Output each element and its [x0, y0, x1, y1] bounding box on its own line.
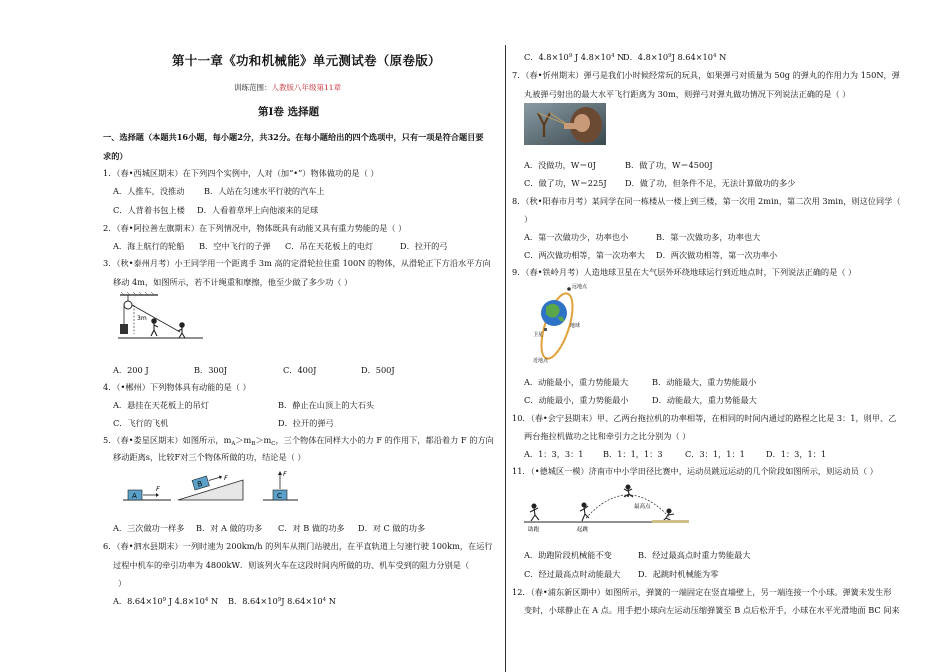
q7-option-a: A．没做功，W＝0J [524, 160, 596, 170]
q9-option-d: D．动能最大，重力势能最大 [652, 395, 757, 405]
svg-text:助跑: 助跑 [528, 527, 540, 533]
q5-stem-line2: 移动距离s，比较F对三个物体所做的功，结论是（ ） [113, 452, 306, 462]
q12-stem-line2: 变时，小球静止在 A 点。用手把小球向左运动压缩弹簧至 B 点后松开手，小球在水平光滑地面 BC 间来 [524, 605, 900, 615]
q6-option-d: D．$4.8\times 10^9J$ $8.64\times 10^4$ N [623, 52, 727, 62]
q5-option-d: D．对 C 做的功多 [358, 523, 426, 533]
q6-stem-line1: 6．（春•泗水县期末）一列时速为 200km/h 的列车从荆门站驶出，在平直轨道上匀速行驶 100km，在运行 [103, 541, 493, 551]
q7-slingshot-photo [524, 103, 606, 145]
section-heading-line1: 一、选择题（本题共16小题，每小题2分，共32分。在每小题给出的四个选项中，只有一项是符合题目要 [103, 132, 484, 142]
q7-option-b: B．做了功，W＝4500J [625, 160, 713, 170]
q4-option-b: B．静止在山顶上的大石头 [278, 400, 375, 410]
part-heading: 第Ⅰ卷 选择题 [258, 106, 320, 118]
q1-option-d: D．人看着草坪上向他滚来的足球 [197, 205, 319, 215]
q8-option-d: D．两次做功相等，第一次功率小 [656, 250, 778, 260]
q9-option-a: A．动能最小，重力势能最大 [524, 377, 629, 387]
q5-option-b: B．对 A 做的功多 [196, 523, 263, 533]
q11-option-b: B．经过最高点时重力势能最大 [638, 550, 751, 560]
svg-text:F: F [283, 470, 287, 478]
q4-stem: 4．（•郴州）下列物体具有动能的是（ ） [103, 382, 251, 392]
q1-option-a: A．人推车，没推动 [113, 186, 185, 196]
q12-stem-line1: 12．（春•浦东新区期中）如图所示，弹簧的一端固定在竖直墙壁上，另一端连接一个小球。弹簧未发生形 [512, 587, 892, 597]
svg-text:F: F [156, 485, 160, 493]
svg-text:最高点: 最高点 [634, 504, 651, 510]
q7-stem-line1: 7．（春•忻州期末）弹弓是我们小时候经常玩的玩具，如果弹弓对质量为 50g 的弹丸的作用力为 150N，弹 [512, 70, 900, 80]
q6-stem-line2: 过程中机车的牵引功率为 4800kW．则该列火车在这段时间内所做的功、机车受到的阻力分别是（ [113, 560, 470, 570]
q8-option-c: C．两次做功相等，第一次功率大 [524, 250, 645, 260]
q5-option-a: A．三次做功一样多 [113, 523, 185, 533]
q2-stem: 2．（春•阿拉善左旗期末）在下列情况中，物体既具有动能又具有重力势能的是（ ） [103, 223, 407, 233]
q10-stem-line2: 两台拖拉机做功之比和牵引力之比分别为（ ） [524, 431, 691, 441]
q8-option-a: A．第一次做功少，功率也小 [524, 232, 629, 242]
q3-stem-line1: 3．（秋•泰州月考）小王同学用一个距离手 3m 高的定滑轮拉住重 100N 的物体，从滑轮正下方沿水平方向 [103, 258, 491, 268]
section-heading-line2: 求的） [103, 151, 128, 161]
q5-stem-line1: 5．（春•娄星区期末）如图所示，$m_A>m_B>m_C$，三个物体在同样大小的力 F 的作用下，都沿着力 F 的方向 [103, 435, 494, 447]
q2-option-d: D．拉开的弓 [400, 241, 448, 251]
q9-option-c: C．动能最小，重力势能最小 [524, 395, 629, 405]
q6-option-a: A．$8.64\times 10^9$ J $4.8\times 10^4$ N [113, 596, 219, 606]
svg-text:起跳: 起跳 [577, 527, 589, 533]
q4-option-a: A．悬挂在天花板上的吊灯 [113, 400, 209, 410]
q7-option-c: C．做了功，W＝225J [524, 178, 607, 188]
q11-longjump-figure [524, 482, 689, 534]
q3-option-c: C．400J [283, 365, 317, 375]
q4-option-c: C．飞行的飞机 [113, 418, 169, 428]
q5-force-figure [123, 466, 298, 506]
page-title: 第十一章《功和机械能》单元测试卷（原卷版） [172, 53, 441, 68]
svg-text:B: B [196, 479, 204, 489]
q10-option-d: D．1：3，1：1 [766, 449, 827, 459]
q6-option-c: C．$4.8\times 10^9$ J $4.8\times 10^4$ N [524, 52, 625, 62]
q8-option-b: B．第一次做功多，功率也大 [656, 232, 761, 242]
svg-text:F: F [224, 474, 228, 482]
column-divider [505, 45, 506, 672]
q11-option-c: C．经过最高点时动能最大 [524, 569, 621, 579]
svg-text:A: A [132, 492, 137, 500]
training-range: 训练范围：人教版八年级第11章 [234, 83, 342, 92]
q2-option-b: B．空中飞行的子弹 [199, 241, 271, 251]
q3-stem-line2: 移动 4m，如图所示，若不计绳重和摩擦，他至少做了多少功（ ） [113, 277, 353, 287]
q5-option-c: C．对 B 做的功多 [278, 523, 345, 533]
q10-option-b: B．1：1，1：3 [603, 449, 663, 459]
q10-stem-line1: 10．（春•会宁县期末）甲、乙两台拖拉机的功率相等，在相同的时间内通过的路程之比是 3：1，则甲、乙 [512, 413, 897, 423]
q10-option-a: A．1：3，3：1 [524, 449, 584, 459]
q9-orbit-figure [532, 281, 594, 365]
q9-stem: 9．（春•铁岭月考）人造地球卫星在大气层外环绕地球运行到近地点时，下列说法正确的是（ ） [512, 267, 857, 277]
q11-option-d: D．起跳时机械能为零 [638, 569, 719, 579]
q4-option-d: D．拉开的弹弓 [278, 418, 334, 428]
q3-option-d: D．500J [361, 365, 395, 375]
svg-text:地球: 地球 [570, 323, 581, 329]
q11-option-a: A．助跑阶段机械能不变 [524, 550, 612, 560]
q3-pulley-figure [118, 292, 213, 347]
q9-option-b: B．动能最大，重力势能最小 [652, 377, 757, 387]
q1-stem: 1．（春•西城区期末）在下列四个实例中，人对（加“•”）物体做功的是（ ） [103, 168, 379, 178]
q10-option-c: C．3：1，1：1 [685, 449, 745, 459]
q2-option-c: C．吊在天花板上的电灯 [285, 241, 374, 251]
q7-stem-line2: 丸被弹弓射出的最大水平飞行距离为 30m，则弹弓对弹丸做功情况下列说法正确的是（ ） [524, 89, 851, 99]
q6-option-b: B．$8.64\times 10^9J$ $8.64\times 10^4$ N [228, 596, 336, 606]
svg-text:远地点: 远地点 [572, 284, 588, 290]
q3-option-b: B．300J [194, 365, 228, 375]
q1-option-c: C．人背着书包上楼 [113, 205, 185, 215]
q2-option-a: A．海上航行的轮船 [113, 241, 185, 251]
q1-option-b: B．人站在匀速水平行驶的汽车上 [204, 186, 325, 196]
svg-text:近地点: 近地点 [533, 358, 549, 364]
svg-text:C: C [277, 492, 282, 500]
q6-stem-line3: ） [118, 578, 127, 588]
q8-stem-line1: 8．（秋•阳春市月考）某同学在同一栋楼从一楼上到三楼，第一次用 2min，第二次用 3min，则这位同学（ [512, 196, 901, 206]
q7-option-d: D．做了功，但条件不足，无法计算做功的多少 [625, 178, 796, 188]
q8-stem-line2: ） [524, 214, 533, 224]
q3-height-label: 3m [137, 315, 147, 322]
q11-stem: 11．（•德城区一模）济南市中小学田径比赛中，运动员跳远运动的几个阶段如图所示，则运动员（ ） [512, 466, 878, 476]
svg-text:卫星: 卫星 [533, 332, 544, 338]
q3-option-a: A．200 J [113, 365, 149, 375]
